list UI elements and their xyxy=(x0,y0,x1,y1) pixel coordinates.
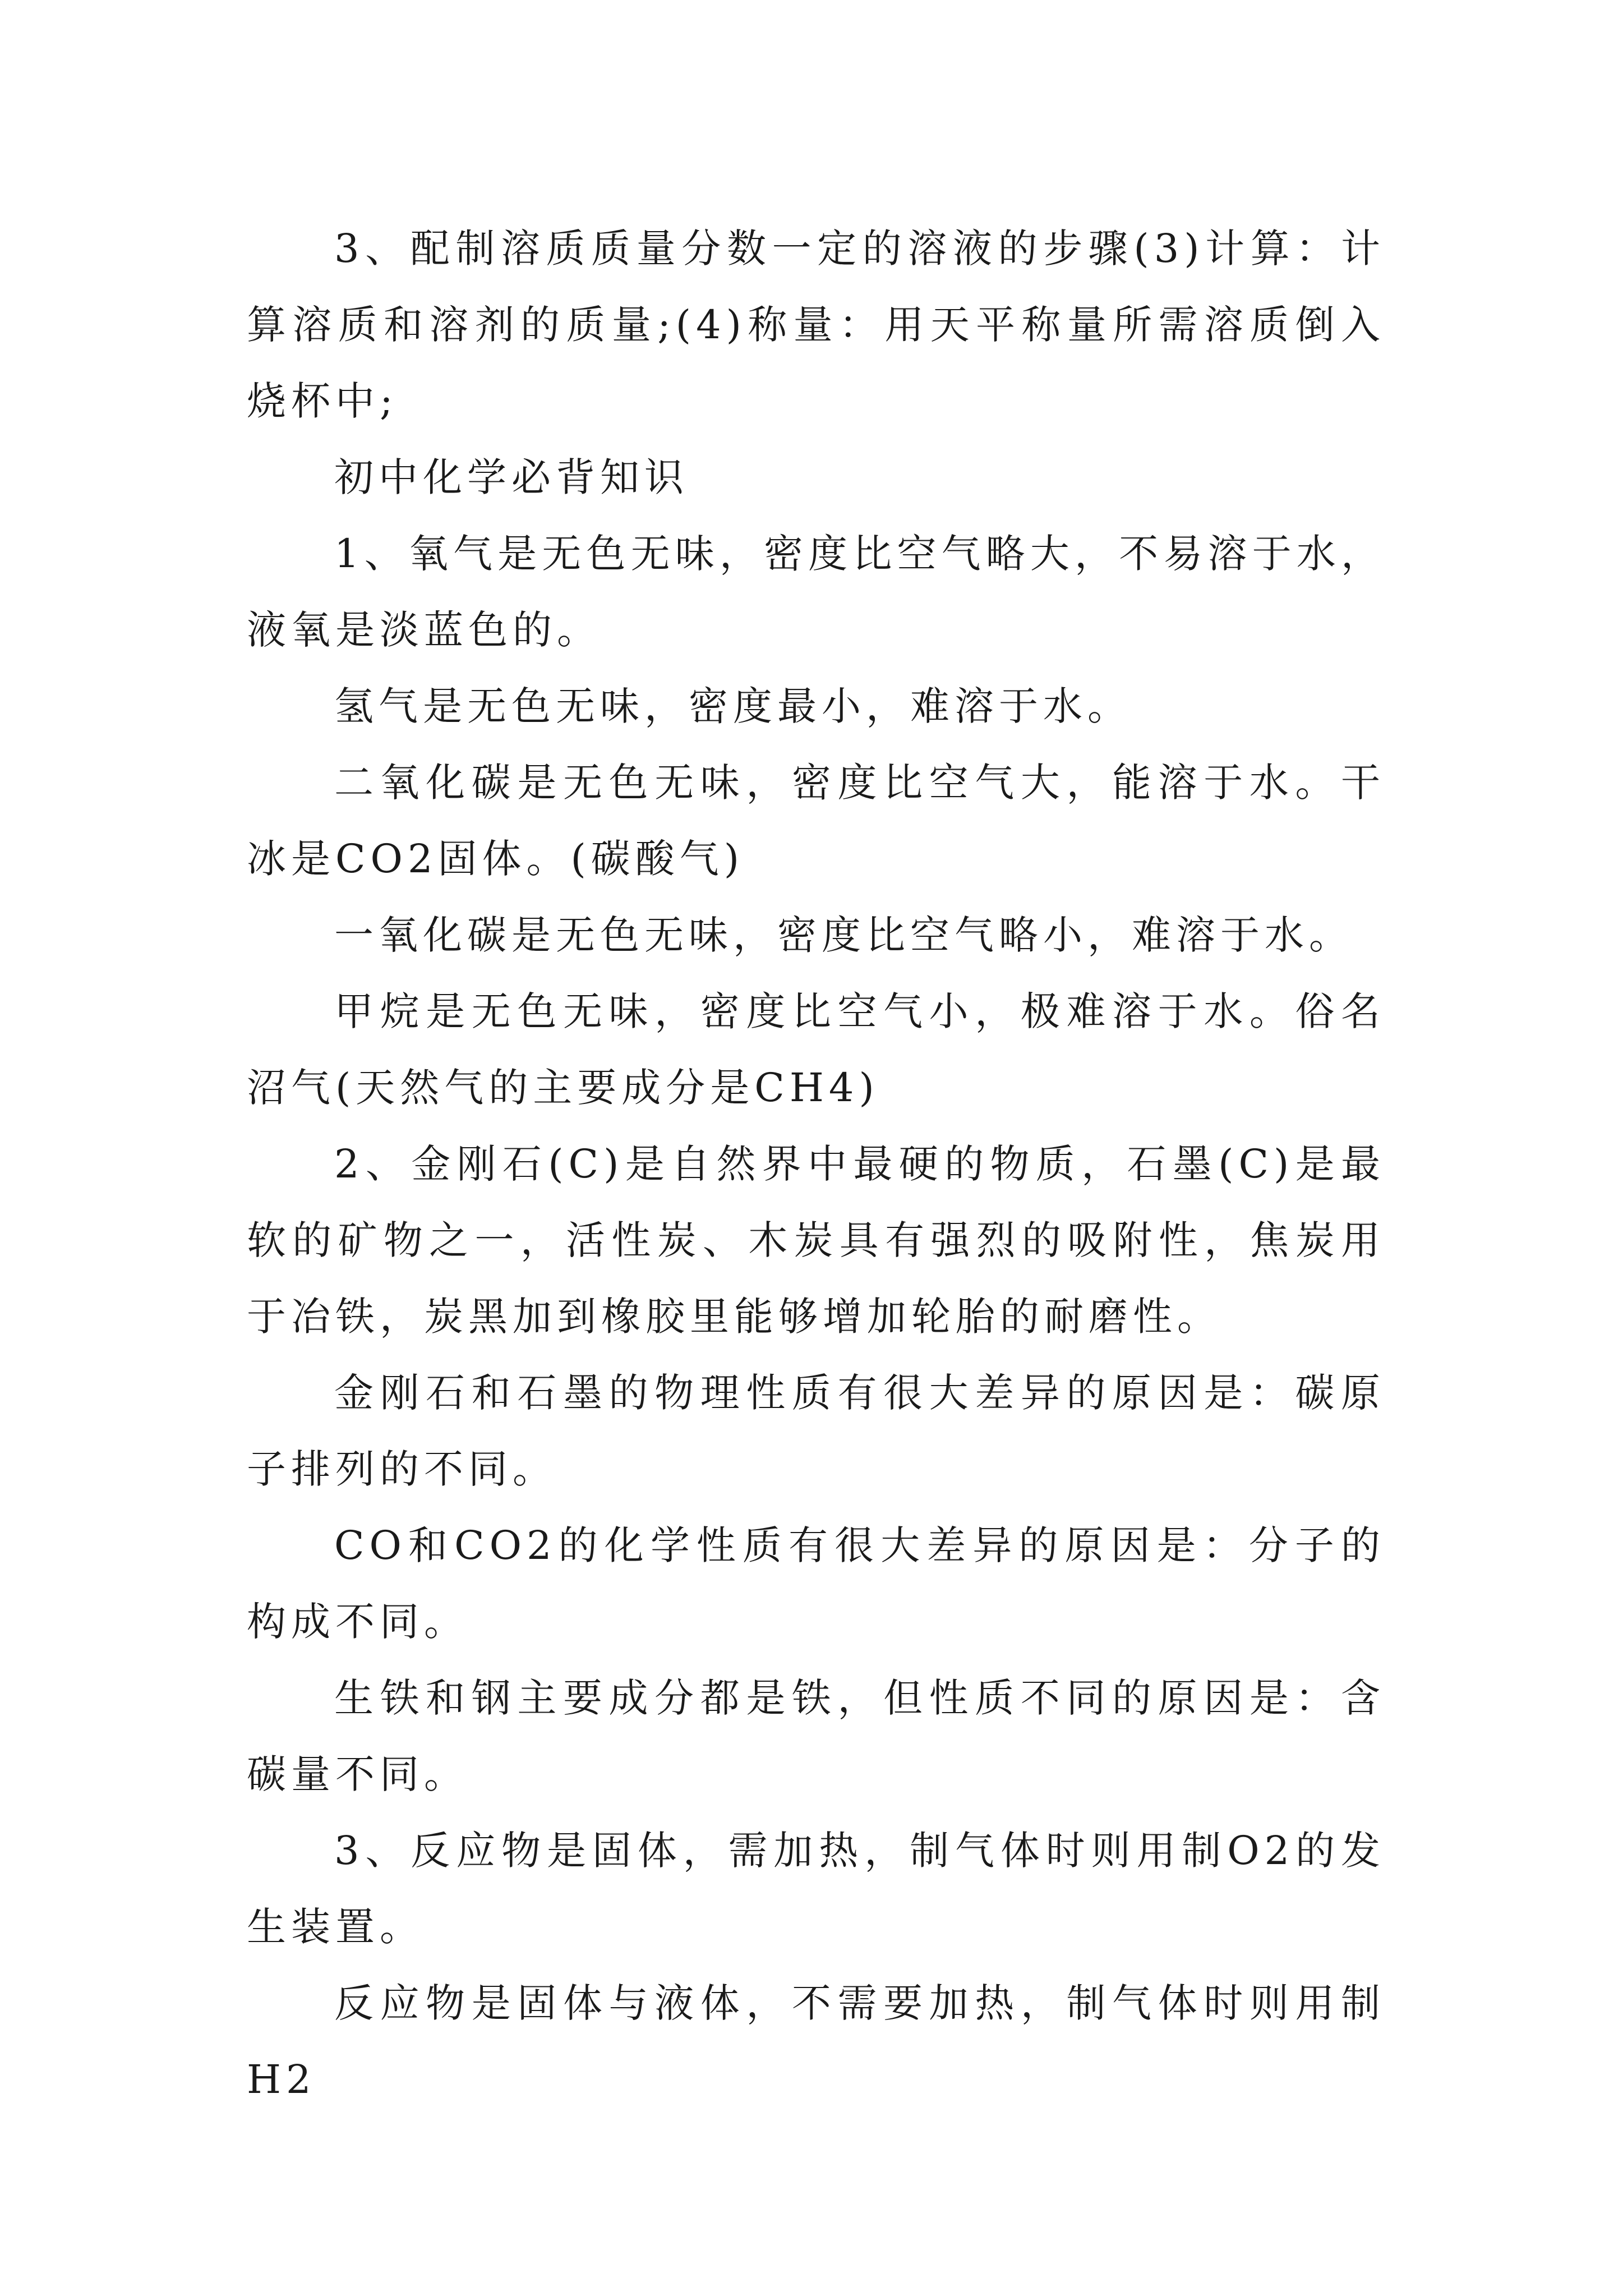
paragraph-solid-liquid-apparatus: 反应物是固体与液体，不需要加热，制气体时则用制H2 xyxy=(247,1980,1385,2102)
paragraph-solution-steps: 3、配制溶质质量分数一定的溶液的步骤(3)计算：计算溶质和溶剂的质量;(4)称量：用天平称量所需溶质倒入烧杯中; xyxy=(247,226,1385,424)
section-heading: 初中化学必背知识 xyxy=(334,454,689,500)
paragraph-co-co2-difference: CO和CO2的化学性质有很大差异的原因是：分子的构成不同。 xyxy=(247,1522,1385,1645)
paragraph-carbon-dioxide: 二氧化碳是无色无味，密度比空气大，能溶于水。干冰是CO2固体。(碳酸气) xyxy=(247,760,1385,882)
paragraph-solid-reactant-apparatus: 3、反应物是固体，需加热，制气体时则用制O2的发生装置。 xyxy=(247,1828,1385,1950)
paragraph-hydrogen: 氢气是无色无味，密度最小，难溶于水。 xyxy=(334,683,1132,729)
paragraph-oxygen: 1、氧气是无色无味，密度比空气略大，不易溶于水，液氧是淡蓝色的。 xyxy=(247,531,1385,653)
paragraph-diamond-graphite: 2、金刚石(C)是自然界中最硬的物质，石墨(C)是最软的矿物之一，活性炭、木炭具有强烈的吸附性，焦炭用于冶铁，炭黑加到橡胶里能够增加轮胎的耐磨性。 xyxy=(247,1141,1385,1340)
paragraph-carbon-arrangement: 金刚石和石墨的物理性质有很大差异的原因是：碳原子排列的不同。 xyxy=(247,1370,1385,1492)
paragraph-iron-steel: 生铁和钢主要成分都是铁，但性质不同的原因是：含碳量不同。 xyxy=(247,1675,1385,1797)
paragraph-methane: 甲烷是无色无味，密度比空气小，极难溶于水。俗名沼气(天然气的主要成分是CH4) xyxy=(247,988,1385,1111)
document-body xyxy=(247,210,1385,2118)
paragraph-carbon-monoxide: 一氧化碳是无色无味，密度比空气略小，难溶于水。 xyxy=(334,912,1353,958)
